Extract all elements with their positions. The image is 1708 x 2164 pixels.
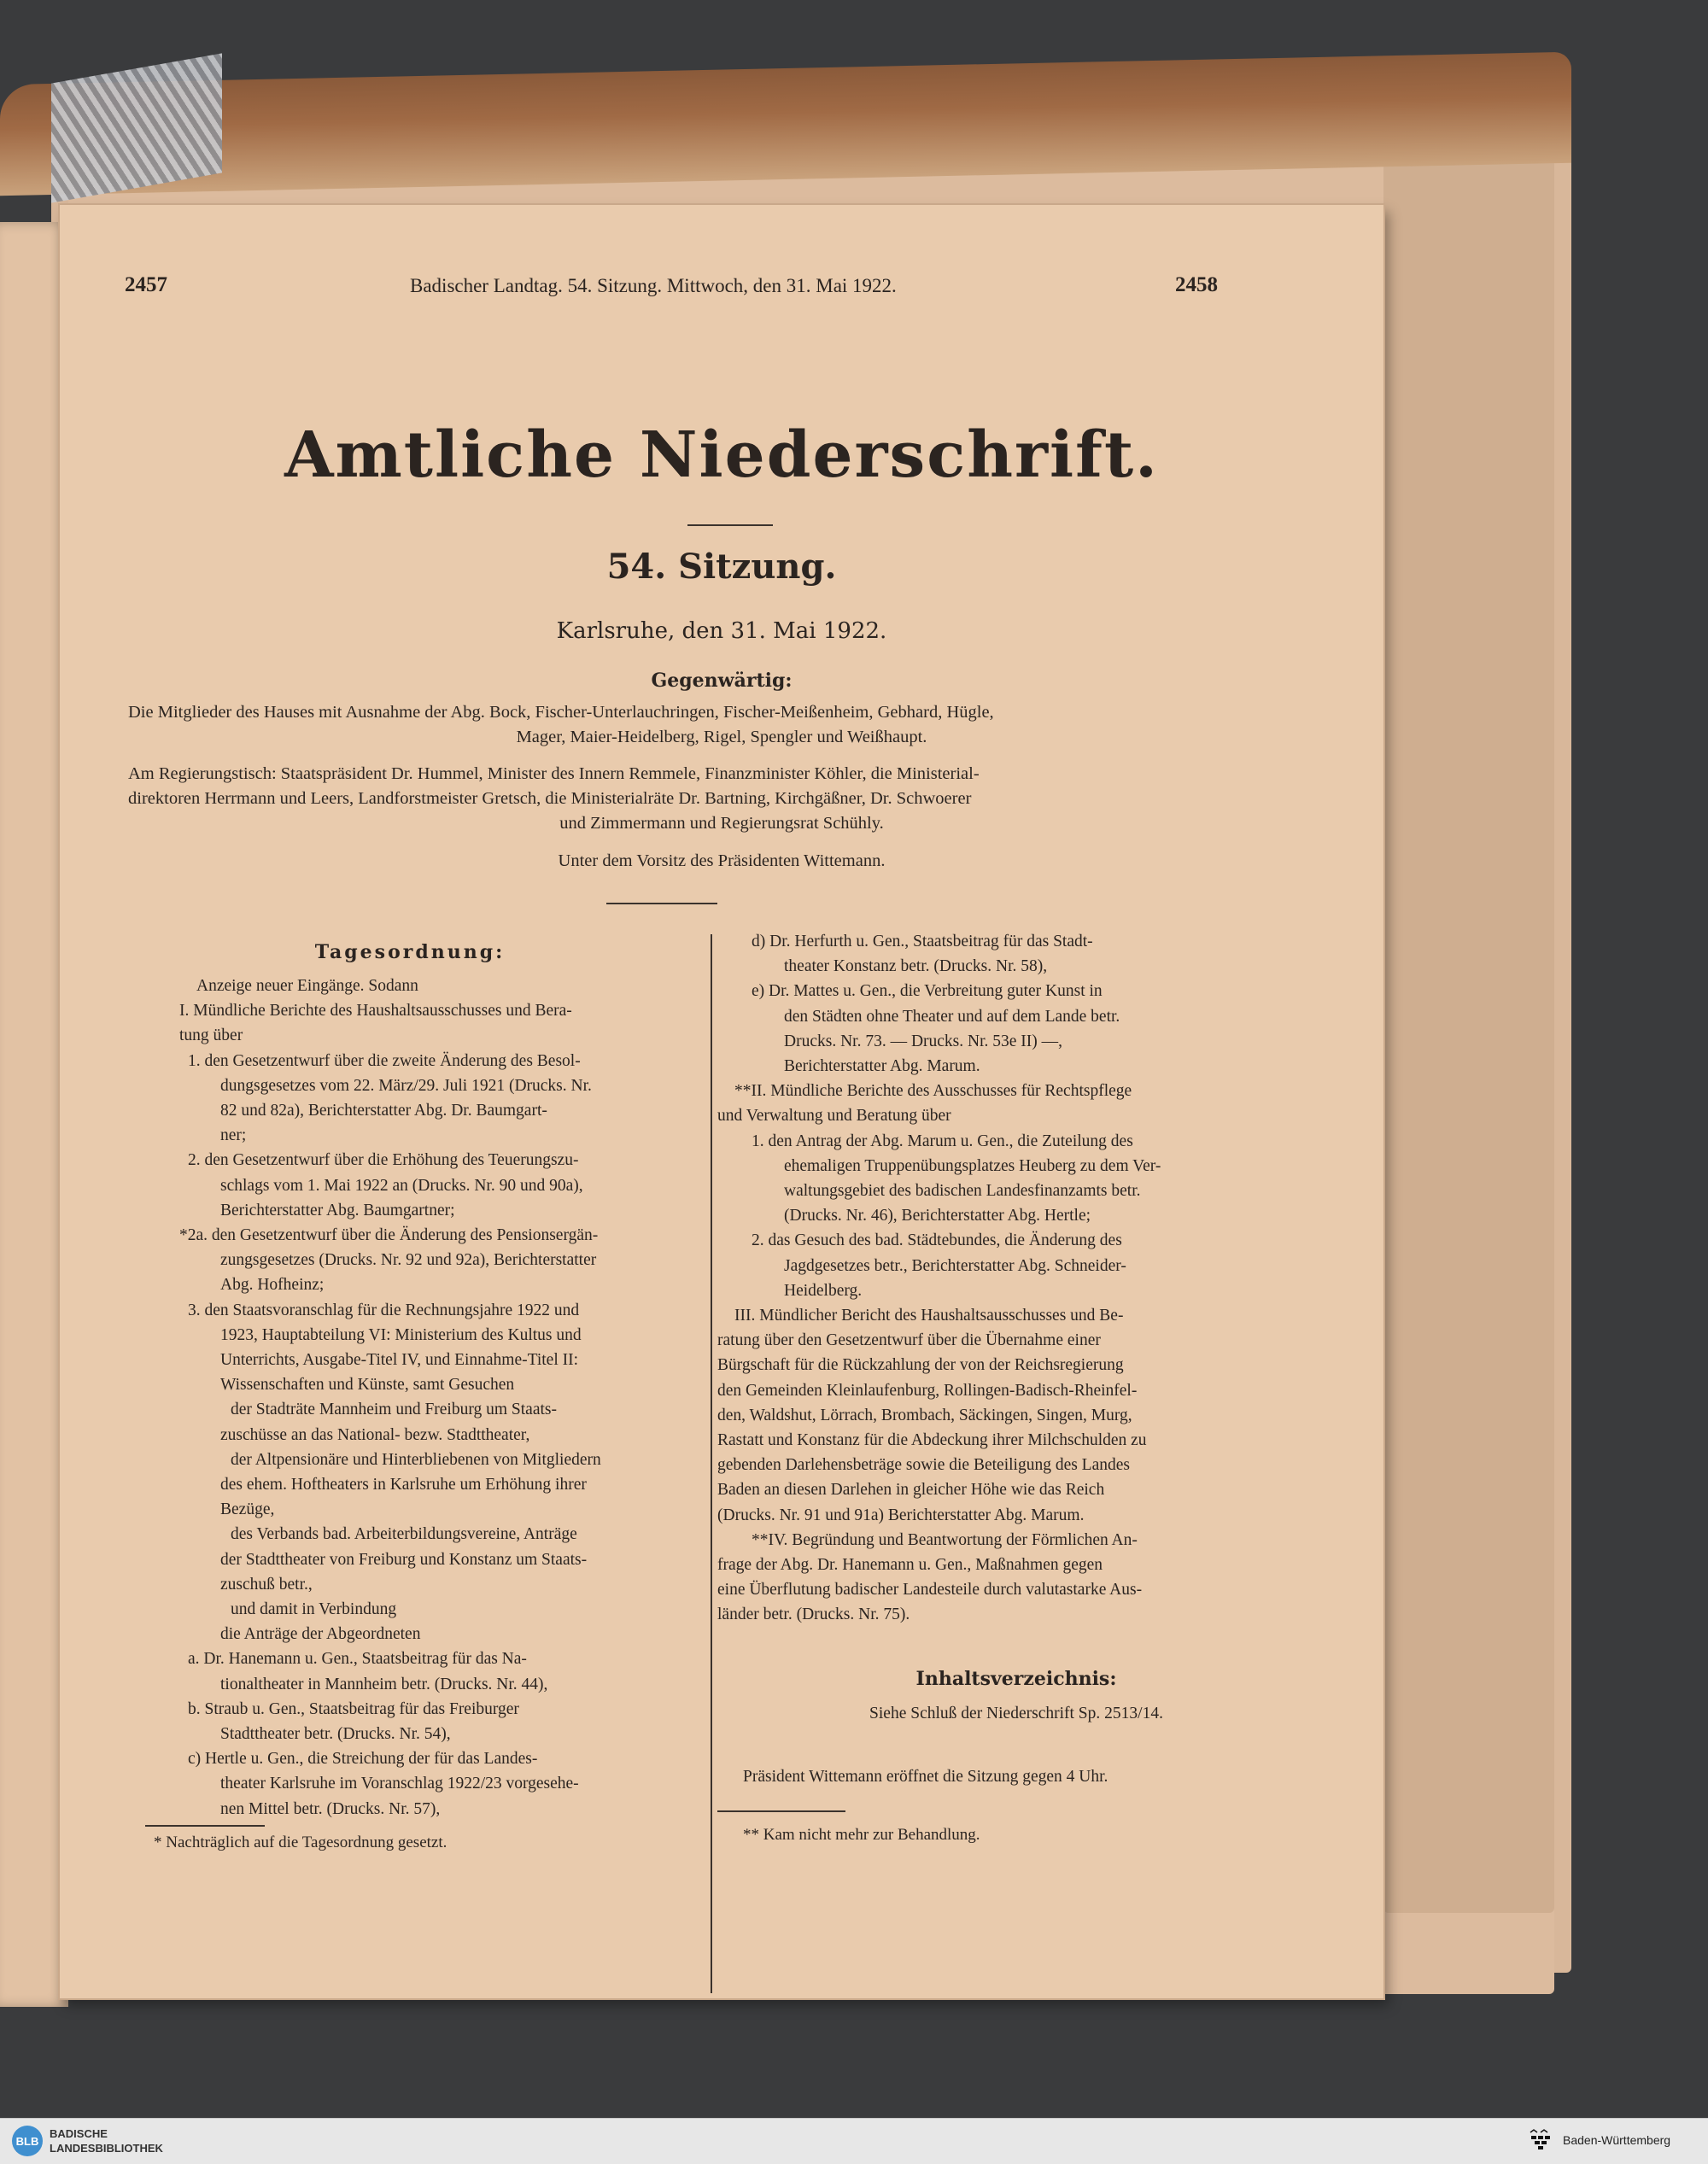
agenda-line: Berichterstatter Abg. Baumgartner; (220, 1201, 455, 1219)
agenda-line: eine Überflutung badischer Landesteile durch valutastarke Aus- (717, 1581, 1143, 1600)
government-line: direktoren Herrmann und Leers, Landforstmeister Gretsch, die Ministerialräte Dr. Bartning, Kirchgäßner, Dr. Schwoerer (128, 789, 972, 808)
agenda-line: des Verbands bad. Arbeiterbildungsvereine, Anträge (231, 1525, 577, 1544)
agenda-line: *2a. den Gesetzentwurf über die Änderung des Pensionsergän- (179, 1226, 599, 1244)
agenda-line: der Stadttheater von Freiburg und Konstanz um Staats- (220, 1550, 588, 1569)
agenda-line: **II. Mündliche Berichte des Ausschusses für Rechtspflege (734, 1082, 1132, 1101)
agenda-line: ehemaligen Truppenübungsplatzes Heuberg zu dem Ver- (784, 1156, 1161, 1175)
agenda-line: Berichterstatter Abg. Marum. (784, 1057, 980, 1075)
agenda-line: zuschüsse an das National- bezw. Stadttheater, (220, 1425, 530, 1444)
agenda-line: theater Konstanz betr. (Drucks. Nr. 58), (784, 957, 1048, 976)
agenda-line: d) Dr. Herfurth u. Gen., Staatsbeitrag für das Stadt- (752, 933, 1093, 950)
footnote-rule (145, 1825, 265, 1827)
agenda-line: 2. den Gesetzentwurf über die Erhöhung des Teuerungszu- (188, 1151, 579, 1170)
opening-line: Präsident Wittemann eröffnet die Sitzung gegen 4 Uhr. (743, 1768, 1108, 1786)
agenda-line: **IV. Begründung und Beantwortung der Förmlichen An- (752, 1530, 1138, 1549)
agenda-line: ner; (220, 1126, 247, 1145)
library-name-line: LANDESBIBLIOTHEK (50, 2142, 163, 2155)
agenda-line: länder betr. (Drucks. Nr. 75). (717, 1605, 910, 1624)
agenda-line: schlags vom 1. Mai 1922 an (Drucks. Nr. 90 und 90a), (220, 1176, 583, 1195)
agenda-line: zuschuß betr., (220, 1575, 313, 1594)
agenda-line: (Drucks. Nr. 46), Berichterstatter Abg. Hertle; (784, 1207, 1091, 1225)
agenda-line: Baden an diesen Darlehen in gleicher Höhe wie das Reich (717, 1481, 1105, 1500)
divider (687, 524, 773, 526)
agenda-line: ratung über den Gesetzentwurf über die Übernahme einer (717, 1331, 1101, 1350)
agenda-line: Rastatt und Konstanz für die Abdeckung ihrer Milchschulden zu (717, 1431, 1147, 1449)
agenda-line: der Altpensionäre und Hinterbliebenen von Mitgliedern (231, 1450, 601, 1469)
agenda-line: e) Dr. Mattes u. Gen., die Verbreitung guter Kunst in (752, 982, 1103, 1001)
state-label[interactable]: Baden-Württemberg (1563, 2133, 1671, 2147)
agenda-line: des ehem. Hoftheaters in Karlsruhe um Erhöhung ihrer (220, 1476, 587, 1494)
page-stack-edge (1383, 137, 1554, 1913)
agenda-line: waltungsgebiet des badischen Landesfinanzamts betr. (784, 1182, 1141, 1200)
agenda-line: 3. den Staatsvoranschlag für die Rechnungsjahre 1922 und (188, 1301, 580, 1319)
document-page (60, 205, 1383, 1998)
agenda-line: 82 und 82a), Berichterstatter Abg. Dr. Baumgart- (220, 1102, 547, 1120)
agenda-line: den, Waldshut, Lörrach, Brombach, Säckingen, Singen, Murg, (717, 1406, 1132, 1424)
government-line: und Zimmermann und Regierungsrat Schühly. (559, 814, 884, 833)
agenda-line: III. Mündlicher Bericht des Haushaltsausschusses und Be- (734, 1307, 1124, 1325)
session-heading: 54. Sitzung. (606, 547, 837, 587)
agenda-line: Heidelberg. (784, 1281, 863, 1300)
agenda-line: Bezüge, (220, 1500, 275, 1519)
agenda-line: Unterrichts, Ausgabe-Titel IV, und Einnahme-Titel II: (220, 1351, 579, 1369)
agenda-line: Bürgschaft für die Rückzahlung der von der Reichsregierung (717, 1356, 1124, 1375)
agenda-line: c) Hertle u. Gen., die Streichung der für das Landes- (188, 1750, 538, 1769)
agenda-line: b. Straub u. Gen., Staatsbeitrag für das Freiburger (188, 1699, 519, 1718)
agenda-line: I. Mündliche Berichte des Haushaltsausschusses und Bera- (179, 1002, 572, 1021)
agenda-line: Wissenschaften und Künste, samt Gesuchen (220, 1376, 515, 1395)
agenda-line: Stadttheater betr. (Drucks. Nr. 54), (220, 1725, 451, 1743)
government-line: Am Regierungstisch: Staatspräsident Dr. Hummel, Minister des Innern Remmele, Finanzminister Köhler, die Ministerial- (128, 764, 980, 783)
agenda-line: und Verwaltung und Beratung über (717, 1107, 951, 1126)
agenda-line: 2. das Gesuch des bad. Städtebundes, die Änderung des (752, 1231, 1122, 1250)
agenda-line: den Städten ohne Theater und auf dem Lande betr. (784, 1007, 1120, 1026)
blb-logo[interactable]: BLB (12, 2126, 43, 2156)
chair-line: Unter dem Vorsitz des Präsidenten Wittemann. (558, 851, 886, 870)
contents-heading: Inhaltsverzeichnis: (915, 1668, 1117, 1690)
agenda-line: theater Karlsruhe im Voranschlag 1922/23 vorgesehe- (220, 1775, 579, 1793)
right-footnote: ** Kam nicht mehr zur Behandlung. (743, 1826, 980, 1844)
agenda-line: zungsgesetzes (Drucks. Nr. 92 und 92a), Berichterstatter (220, 1251, 597, 1270)
agenda-line: 1923, Hauptabteilung VI: Ministerium des Kultus und (220, 1325, 582, 1344)
present-heading: Gegenwärtig: (651, 670, 793, 692)
present-members-line: Mager, Maier-Heidelberg, Rigel, Spengler und Weißhaupt. (516, 728, 927, 746)
document-title: Amtliche Niederschrift. (284, 418, 1159, 492)
library-name (50, 2126, 163, 2155)
baden-wuerttemberg-logo-icon[interactable] (1529, 2129, 1558, 2155)
running-header: Badischer Landtag. 54. Sitzung. Mittwoch, den 31. Mai 1922. (410, 275, 897, 296)
agenda-line: dungsgesetzes vom 22. März/29. Juli 1921 (Drucks. Nr. (220, 1076, 592, 1095)
agenda-line: tung über (179, 1026, 243, 1045)
left-page-edge (0, 222, 68, 2007)
agenda-line: Jagdgesetzes betr., Berichterstatter Abg. Schneider- (784, 1256, 1126, 1275)
present-members-line: Die Mitglieder des Hauses mit Ausnahme der Abg. Bock, Fischer-Unterlauchringen, Fischer-Meißenheim, Gebhard, Hügle, (128, 703, 994, 722)
footnote-rule (717, 1810, 845, 1812)
viewer-footer (0, 2118, 1708, 2164)
agenda-line: 1. den Antrag der Abg. Marum u. Gen., die Zuteilung des (752, 1132, 1133, 1150)
agenda-heading: Tagesordnung: (314, 941, 506, 963)
page-number-left: 2457 (125, 273, 167, 296)
column-divider (711, 934, 712, 1993)
agenda-line: die Anträge der Abgeordneten (220, 1625, 421, 1644)
agenda-line: tionaltheater in Mannheim betr. (Drucks. Nr. 44), (220, 1675, 548, 1693)
agenda-line: und damit in Verbindung (231, 1600, 397, 1618)
contents-text: Siehe Schluß der Niederschrift Sp. 2513/14. (869, 1705, 1163, 1722)
library-name-line: BADISCHE (50, 2127, 108, 2140)
agenda-line: Anzeige neuer Eingänge. Sodann (196, 977, 418, 995)
agenda-line: a. Dr. Hanemann u. Gen., Staatsbeitrag für das Na- (188, 1650, 527, 1669)
agenda-line: Drucks. Nr. 73. — Drucks. Nr. 53e II) —, (784, 1032, 1063, 1050)
agenda-line: (Drucks. Nr. 91 und 91a) Berichterstatter Abg. Marum. (717, 1506, 1085, 1524)
agenda-line: den Gemeinden Kleinlaufenburg, Rollingen-Badisch-Rheinfel- (717, 1381, 1138, 1400)
agenda-line: frage der Abg. Dr. Hanemann u. Gen., Maßnahmen gegen (717, 1556, 1103, 1574)
agenda-line: gebenden Darlehensbeträge sowie die Beteiligung des Landes (717, 1456, 1130, 1475)
divider (606, 903, 717, 904)
agenda-line: Abg. Hofheinz; (220, 1276, 325, 1295)
place-date: Karlsruhe, den 31. Mai 1922. (556, 618, 887, 644)
agenda-line: 1. den Gesetzentwurf über die zweite Änderung des Besol- (188, 1051, 581, 1070)
agenda-line: der Stadträte Mannheim und Freiburg um Staats- (231, 1401, 557, 1419)
page-number-right: 2458 (1175, 273, 1218, 296)
left-footnote: * Nachträglich auf die Tagesordnung gesetzt. (154, 1834, 447, 1851)
agenda-line: nen Mittel betr. (Drucks. Nr. 57), (220, 1799, 441, 1818)
